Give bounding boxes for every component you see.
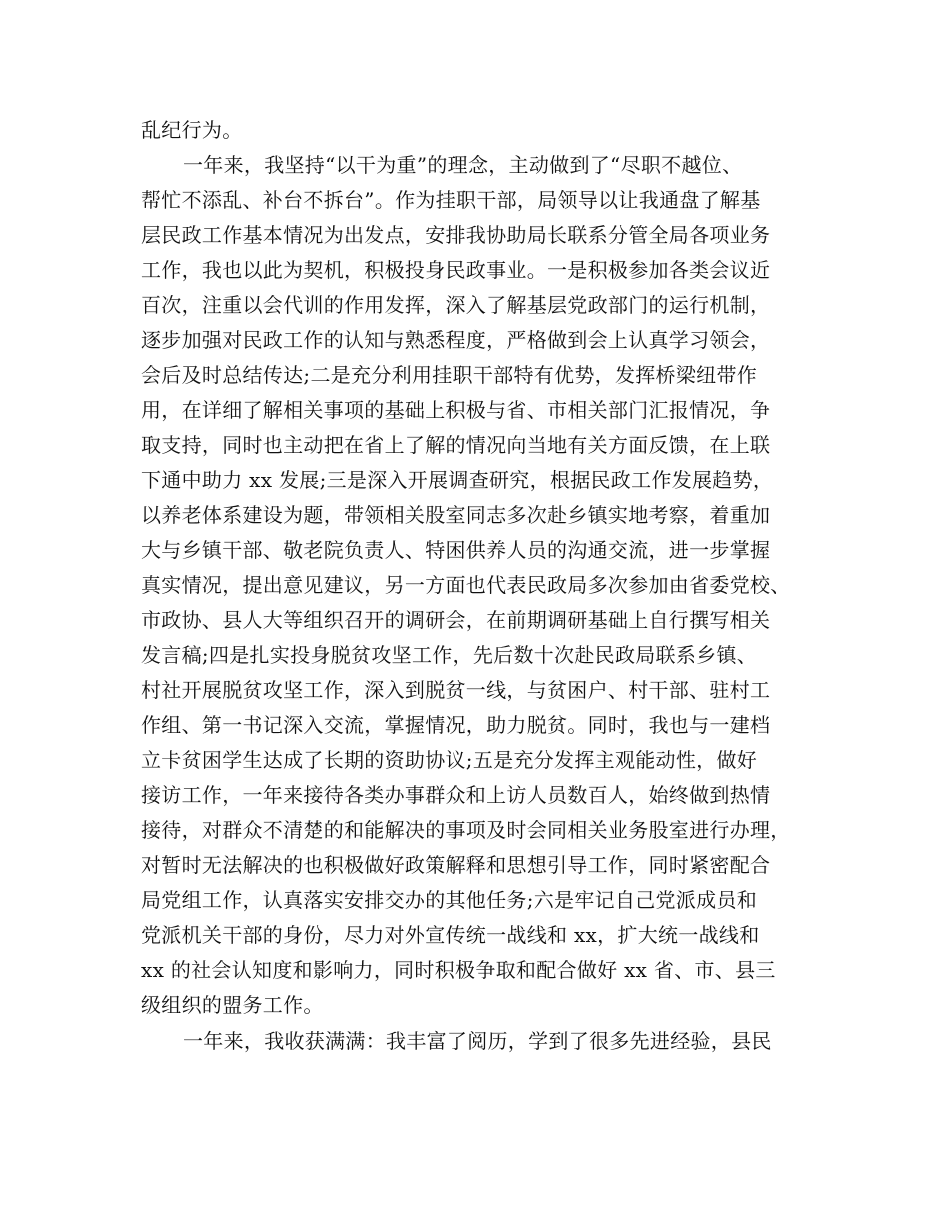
text-line: xx 的社会认知度和影响力，同时积极争取和配合做好 xx 省、市、县三 [141,958,776,982]
text-line: 市政协、县人大等组织召开的调研会，在前期调研基础上自行撰写相关 [141,608,771,632]
text-line: 用，在详细了解相关事项的基础上积极与省、市相关部门汇报情况，争 [141,398,771,422]
text-line: 逐步加强对民政工作的认知与熟悉程度，严格做到会上认真学习领会， [141,328,771,352]
text-line: 一年来，我坚持“以干为重”的理念，主动做到了“尽职不越位、 [183,153,743,177]
text-line: 一年来，我收获满满：我丰富了阅历，学到了很多先进经验，县民 [183,1029,772,1053]
text-line: 工作，我也以此为契机，积极投身民政事业。一是积极参加各类会议近 [141,258,771,282]
text-line: 百次，注重以会代训的作用发挥，深入了解基层党政部门的运行机制， [141,293,771,317]
text-line: 村社开展脱贫攻坚工作，深入到脱贫一线，与贫困户、村干部、驻村工 [141,678,771,702]
text-line: 对暂时无法解决的也积极做好政策解释和思想引导工作，同时紧密配合 [141,853,771,877]
text-line: 局党组工作，认真落实安排交办的其他任务;六是牢记自己党派成员和 [141,888,758,912]
text-line: 乱纪行为。 [141,118,243,142]
text-line: 层民政工作基本情况为出发点，安排我协助局长联系分管全局各项业务 [141,223,771,247]
text-line: 接待，对群众不清楚的和能解决的事项及时会同相关业务股室进行办理， [141,818,791,842]
text-line: 党派机关干部的身份，尽力对外宣传统一战线和 xx，扩大统一战线和 [141,923,760,947]
text-line: 下通中助力 xx 发展;三是深入开展调查研究，根据民政工作发展趋势， [141,468,774,492]
text-line: 接访工作，一年来接待各类办事群众和上访人员数百人，始终做到热情 [141,783,771,807]
text-line: 真实情况，提出意见建议，另一方面也代表民政局多次参加由省委党校、 [141,573,791,597]
text-line: 取支持，同时也主动把在省上了解的情况向当地有关方面反馈，在上联 [141,433,771,457]
text-line: 以养老体系建设为题，带领相关股室同志多次赴乡镇实地考察，着重加 [141,503,771,527]
text-line: 会后及时总结传达;二是充分利用挂职干部特有优势，发挥桥梁纽带作 [141,363,758,387]
text-line: 帮忙不添乱、补台不拆台”。作为挂职干部，局领导以让我通盘了解基 [141,188,761,212]
text-line: 级组织的盟务工作。 [141,993,324,1017]
text-line: 大与乡镇干部、敬老院负责人、特困供养人员的沟通交流，进一步掌握 [141,538,771,562]
text-line: 作组、第一书记深入交流，掌握情况，助力脱贫。同时，我也与一建档 [141,713,771,737]
text-line: 发言稿;四是扎实投身脱贫攻坚工作，先后数十次赴民政局联系乡镇、 [141,643,758,667]
text-line: 立卡贫困学生达成了长期的资助协议;五是充分发挥主观能动性，做好 [141,748,758,772]
